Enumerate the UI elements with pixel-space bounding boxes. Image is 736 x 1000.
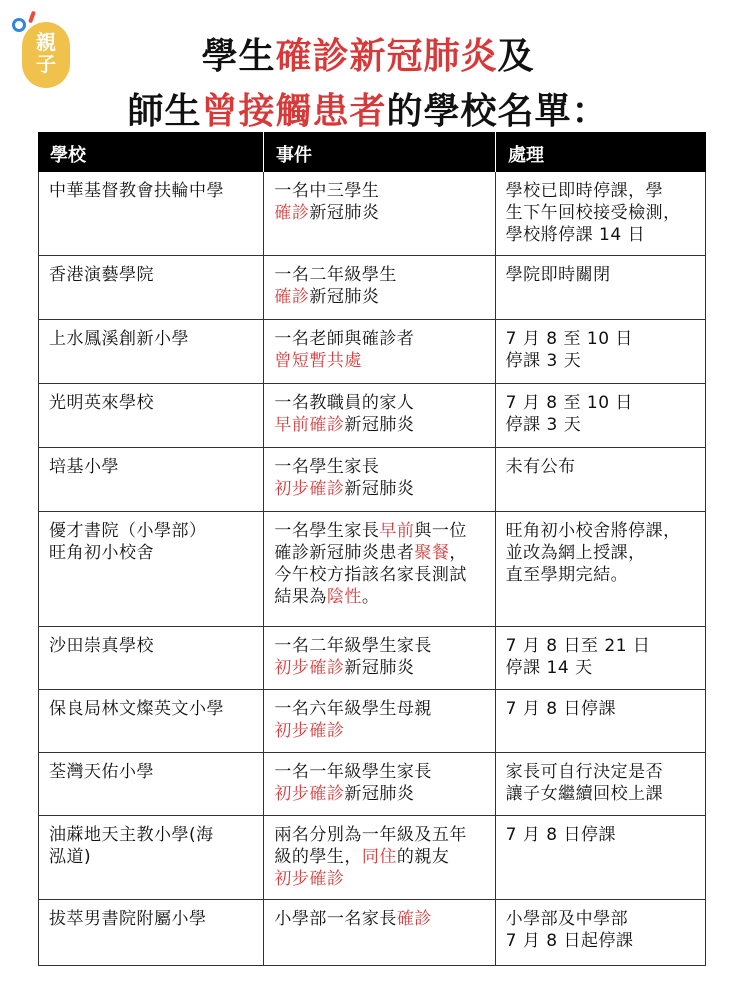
cell-text: 生下午回校接受檢測， (505, 203, 681, 223)
table-row (38, 320, 706, 384)
title-segment: 確診新冠肺炎 (275, 36, 498, 77)
cell-text: 並改為網上授課， (505, 543, 646, 563)
cell-line (274, 478, 486, 500)
cell-line (506, 224, 697, 246)
cell-event (264, 690, 495, 752)
cell-line (274, 264, 486, 286)
cell-line (506, 542, 697, 564)
cell-line (274, 456, 486, 478)
cell-text: 中華基督教會扶輪中學 (49, 181, 224, 201)
highlight-text: 初步確診 (274, 784, 345, 804)
cell-text: 上水鳳溪創新小學 (49, 329, 189, 349)
cell-text: 新冠肺炎 (309, 287, 380, 307)
school-list-table (38, 132, 706, 966)
table-row (38, 448, 706, 512)
header-school: 學校 (38, 132, 264, 172)
cell-school (39, 256, 264, 319)
logo-char-bottom: 子 (36, 52, 56, 76)
cell-text: 。 (361, 587, 380, 607)
cell-event (264, 753, 495, 815)
cell-line (506, 657, 697, 679)
cell-line (49, 698, 255, 720)
cell-text: 今午校方指該名家長測試 (274, 565, 467, 585)
cell-line (506, 414, 697, 436)
cell-event (264, 627, 495, 689)
cell-line (274, 328, 486, 350)
cell-text: 未有公布 (505, 457, 576, 477)
cell-line (274, 392, 486, 414)
table-row (38, 900, 706, 966)
cell-text: 油蔴地天主教小學(海 (49, 825, 214, 845)
cell-text: 學校已即時停課，學 (505, 181, 664, 201)
cell-line (49, 328, 255, 350)
cell-school (39, 172, 264, 255)
cell-line (274, 542, 486, 564)
cell-line (274, 698, 486, 720)
cell-text: 兩名分別為一年級及五年 (274, 825, 467, 845)
cell-text: 新冠肺炎 (309, 203, 380, 223)
title-segment: 曾接觸患者 (201, 91, 387, 132)
cell-text: 學院即時關閉 (505, 265, 611, 285)
cell-text: 培基小學 (49, 457, 119, 477)
cell-line (506, 328, 697, 350)
cell-line (49, 180, 255, 202)
table-row (38, 816, 706, 900)
cell-event (264, 448, 495, 511)
cell-line (49, 824, 255, 846)
cell-handling (496, 816, 705, 899)
cell-text: 7 月 8 日停課 (505, 699, 616, 719)
highlight-text: 初步確診 (274, 869, 345, 889)
highlight-text: 初步確診 (274, 658, 345, 678)
cell-line (49, 392, 255, 414)
highlight-text: 早前確診 (274, 415, 345, 435)
cell-line (274, 520, 486, 542)
cell-line (506, 520, 697, 542)
cell-handling (496, 900, 705, 965)
cell-text: 一名學生家長 (274, 457, 380, 477)
cell-text: 沙田崇真學校 (49, 636, 154, 656)
cell-text: 直至學期完結。 (505, 565, 629, 585)
cell-text: 泓道) (49, 847, 92, 867)
cell-text: 旺角初小校舍 (49, 543, 154, 563)
cell-event (264, 384, 495, 447)
cell-event (264, 816, 495, 899)
page-title-line-1 (0, 28, 736, 79)
cell-event (264, 512, 495, 626)
cell-text: 7 月 8 日起停課 (505, 931, 634, 951)
cell-school (39, 512, 264, 626)
highlight-text: 初步確診 (274, 721, 345, 741)
cell-text: 一名學生家長 (274, 521, 380, 541)
cell-line (506, 392, 697, 414)
cell-text: 小學部一名家長 (274, 909, 397, 929)
cell-text: 停課 14 天 (505, 658, 593, 678)
cell-handling (496, 690, 705, 752)
cell-line (506, 202, 697, 224)
cell-text: 確診新冠肺炎患者 (274, 543, 415, 563)
cell-text: 一名六年級學生母親 (274, 699, 432, 719)
cell-text: 旺角初小校舍將停課， (505, 521, 681, 541)
cell-line (49, 542, 255, 564)
cell-line (274, 908, 486, 930)
highlight-text: 確診 (274, 203, 310, 223)
cell-event (264, 172, 495, 255)
cell-line (274, 635, 486, 657)
cell-text: 家長可自行決定是否 (505, 762, 664, 782)
cell-line (506, 824, 697, 846)
cell-handling (496, 384, 705, 447)
cell-line (506, 783, 697, 805)
cell-text: 一名老師與確診者 (274, 329, 415, 349)
table-header (38, 132, 706, 172)
highlight-text: 確診 (396, 909, 432, 929)
cell-line (274, 586, 486, 608)
cell-line (49, 635, 255, 657)
cell-line (506, 350, 697, 372)
cell-handling (496, 512, 705, 626)
header-event: 事件 (264, 132, 496, 172)
title-segment: 的學校名單： (386, 91, 609, 132)
cell-text: 一名教職員的家人 (274, 393, 415, 413)
cell-handling (496, 320, 705, 383)
cell-line (274, 286, 486, 308)
table-row (38, 256, 706, 320)
cell-text: 結果為 (274, 587, 327, 607)
cell-text: 7 月 8 至 10 日 (505, 393, 633, 413)
cell-text: 小學部及中學部 (505, 909, 629, 929)
cell-text: 讓子女繼續回校上課 (505, 784, 664, 804)
cell-text: 學校將停課 14 日 (505, 225, 646, 245)
cell-line (506, 761, 697, 783)
highlight-text: 陰性 (326, 587, 362, 607)
logo-dash-mark (28, 11, 36, 24)
cell-text: 與一位 (414, 521, 467, 541)
cell-line (506, 930, 697, 952)
cell-line (274, 868, 486, 890)
cell-line (506, 908, 697, 930)
cell-line (274, 350, 486, 372)
cell-school (39, 816, 264, 899)
cell-school (39, 384, 264, 447)
cell-line (506, 698, 697, 720)
page-title-line-2 (0, 83, 736, 134)
table-row (38, 384, 706, 448)
highlight-text: 初步確診 (274, 479, 345, 499)
cell-line (506, 564, 697, 586)
cell-line (274, 657, 486, 679)
cell-text: 停課 3 天 (505, 415, 582, 435)
cell-line (506, 635, 697, 657)
cell-handling (496, 753, 705, 815)
cell-line (274, 564, 486, 586)
table-row (38, 690, 706, 753)
cell-event (264, 900, 495, 965)
cell-text: 的親友 (396, 847, 450, 867)
cell-line (49, 908, 255, 930)
cell-text: 荃灣天佑小學 (49, 762, 154, 782)
cell-text: 級的學生， (274, 847, 362, 867)
cell-text: 停課 3 天 (505, 351, 582, 371)
cell-text: 一名中三學生 (274, 181, 380, 201)
title-segment: 學生 (201, 36, 276, 77)
cell-text: 香港演藝學院 (49, 265, 154, 285)
cell-line (274, 824, 486, 846)
highlight-text: 早前 (379, 521, 415, 541)
cell-line (49, 761, 255, 783)
cell-line (49, 456, 255, 478)
highlight-text: 聚餐 (414, 543, 450, 563)
cell-line (49, 520, 255, 542)
cell-school (39, 753, 264, 815)
cell-text: 一名二年級學生 (274, 265, 397, 285)
cell-line (274, 761, 486, 783)
cell-text: ， (449, 543, 467, 563)
cell-text: 新冠肺炎 (344, 658, 415, 678)
cell-school (39, 627, 264, 689)
header-handling: 處理 (508, 145, 544, 166)
cell-handling (496, 627, 705, 689)
cell-text: 新冠肺炎 (344, 784, 415, 804)
cell-school (39, 448, 264, 511)
cell-line (49, 846, 255, 868)
cell-school (39, 320, 264, 383)
cell-event (264, 256, 495, 319)
logo-char-top: 親 (36, 30, 56, 54)
cell-text: 拔萃男書院附屬小學 (49, 909, 207, 929)
cell-school (39, 690, 264, 752)
cell-text: 新冠肺炎 (344, 415, 415, 435)
cell-line (274, 202, 486, 224)
cell-text: 7 月 8 日停課 (505, 825, 616, 845)
table-row (38, 753, 706, 816)
highlight-text: 同住 (361, 847, 397, 867)
cell-line (274, 846, 486, 868)
highlight-text: 曾短暫共處 (274, 351, 362, 371)
table-row (38, 627, 706, 690)
cell-text: 7 月 8 日至 21 日 (505, 636, 651, 656)
cell-handling (496, 172, 705, 255)
cell-line (506, 456, 697, 478)
table-row (38, 172, 706, 256)
cell-text: 新冠肺炎 (344, 479, 415, 499)
cell-text: 優才書院（小學部） (49, 521, 207, 541)
table-body (38, 172, 706, 966)
cell-school (39, 900, 264, 965)
cell-line (274, 783, 486, 805)
cell-text: 一名二年級學生家長 (274, 636, 432, 656)
cell-text: 保良局林文燦英文小學 (49, 699, 224, 719)
cell-text: 光明英來學校 (49, 393, 154, 413)
cell-line (49, 264, 255, 286)
highlight-text: 確診 (274, 287, 310, 307)
cell-line (274, 414, 486, 436)
cell-line (274, 180, 486, 202)
cell-text: 一名一年級學生家長 (274, 762, 432, 782)
cell-handling (496, 448, 705, 511)
table-row (38, 512, 706, 627)
title-segment: 及 (497, 36, 535, 77)
cell-line (506, 180, 697, 202)
cell-line (506, 264, 697, 286)
cell-event (264, 320, 495, 383)
cell-handling (496, 256, 705, 319)
cell-text: 7 月 8 至 10 日 (505, 329, 633, 349)
cell-line (274, 720, 486, 742)
title-segment: 師生 (127, 91, 202, 132)
